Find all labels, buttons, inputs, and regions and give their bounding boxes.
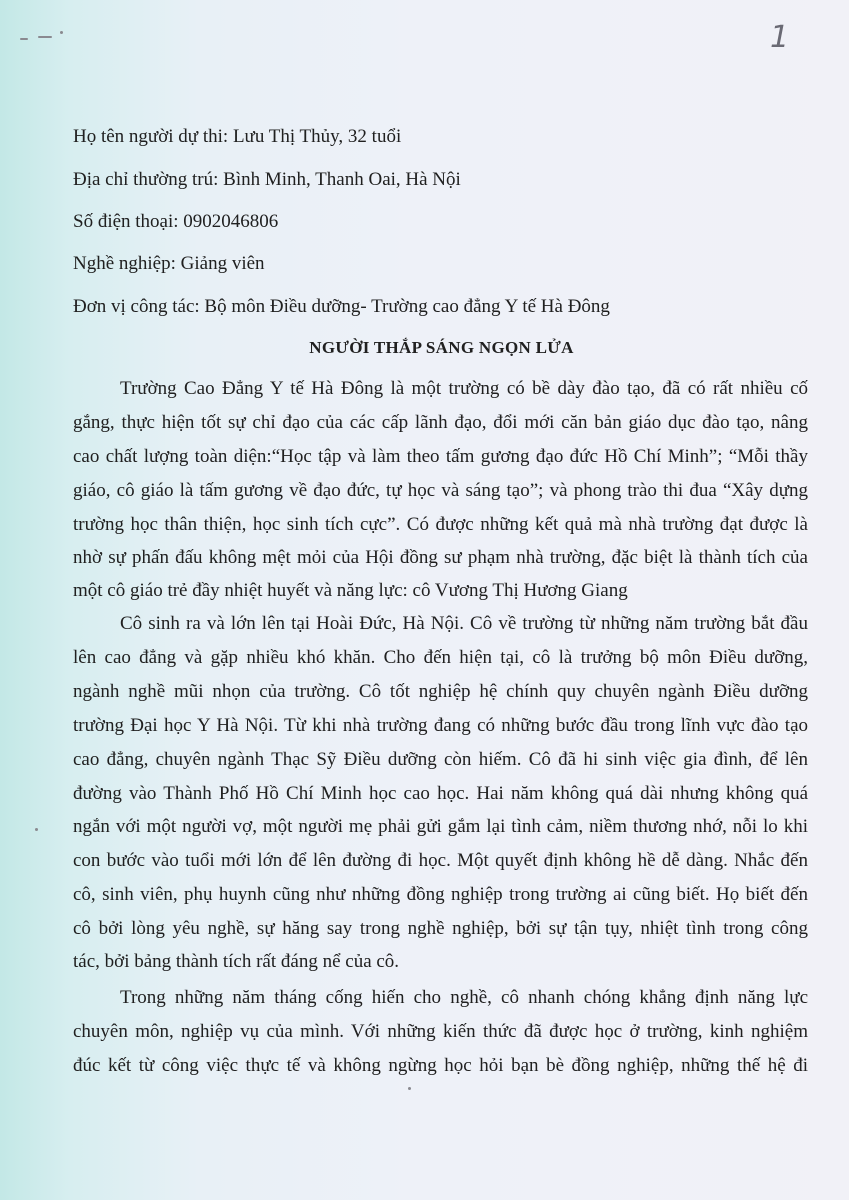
text-line: tác, bởi bảng thành tích rất đáng nể của cô. — [73, 951, 400, 972]
text-line: nhờ sự phấn đấu không mệt mỏi của Hội đồng sư phạm nhà trường, đặc biệt là thành tích của — [73, 547, 808, 568]
text-line: ngành nghề mũi nhọn của trường. Cô tốt nghiệp hệ chính quy chuyên ngành Điều dưỡng — [73, 681, 808, 702]
text-line: gắng, thực hiện tốt sự chỉ đạo của các cấp lãnh đạo, đổi mới căn bản giáo dục đào tạo, nâng — [73, 412, 808, 433]
header-address: Địa chỉ thường trú: Bình Minh, Thanh Oai, Hà Nội — [73, 169, 461, 190]
text-line: cô, sinh viên, phụ huynh cũng như những đồng nghiệp trong trường ai cũng biết. Họ biết đến — [73, 884, 808, 905]
text-line: cao chất lượng toàn diện:“Học tập và làm theo tấm gương đạo đức Hồ Chí Minh”; “Mỗi thầy — [73, 446, 808, 467]
page-number: 1 — [770, 20, 790, 55]
text-line: chuyên môn, nghiệp vụ của mình. Với những kiến thức đã được học ở trường, kinh nghiệm — [73, 1021, 808, 1042]
scan-mark — [60, 31, 63, 34]
header-phone: Số điện thoại: 0902046806 — [73, 211, 279, 232]
text-line: con bước vào tuổi mới lớn để lên đường đi học. Một quyết định không hề dễ dàng. Nhắc đến — [73, 850, 808, 871]
header-name: Họ tên người dự thi: Lưu Thị Thủy, 32 tuổi — [73, 126, 402, 147]
text-line: một cô giáo trẻ đầy nhiệt huyết và năng lực: cô Vương Thị Hương Giang — [73, 580, 628, 601]
scan-mark — [38, 36, 52, 38]
header-occupation: Nghề nghiệp: Giảng viên — [73, 253, 265, 274]
text-line: đường vào Thành Phố Hồ Chí Minh học cao học. Hai năm không quá dài nhưng không quá — [73, 783, 808, 804]
header-workplace: Đơn vị công tác: Bộ môn Điều dưỡng- Trường cao đẳng Y tế Hà Đông — [73, 296, 610, 317]
text-line: ngắn với một người vợ, một người mẹ phải gửi gắm lại tình cảm, niềm thương nhớ, nỗi lo khi — [73, 816, 808, 837]
scan-mark — [35, 828, 38, 831]
text-line: trường học thân thiện, học sinh tích cực”. Có được những kết quả mà nhà trường đạt được là — [73, 514, 808, 535]
text-line: giáo, cô giáo là tấm gương về đạo đức, tự học và sáng tạo”; và phong trào thi đua “Xây dựng — [73, 480, 808, 501]
document-title: NGƯỜI THẮP SÁNG NGỌN LỬA — [309, 338, 574, 357]
scan-mark — [20, 38, 28, 40]
text-line: đúc kết từ công việc thực tế và không ngừng học hỏi bạn bè đồng nghiệp, những thế hệ đi — [73, 1055, 808, 1076]
text-line: Trong những năm tháng cống hiến cho nghề, cô nhanh chóng khẳng định năng lực — [120, 987, 808, 1008]
text-line: cô bởi lòng yêu nghề, sự hăng say trong nghề nghiệp, bởi sự tận tụy, nhiệt tình trong công — [73, 918, 808, 939]
text-line: cao đẳng, chuyên ngành Thạc Sỹ Điều dưỡng còn hiếm. Cô đã hi sinh việc gia đình, để lên — [73, 749, 808, 770]
text-line: Trường Cao Đẳng Y tế Hà Đông là một trường có bề dày đào tạo, đã có rất nhiều cố — [120, 378, 808, 399]
scan-mark — [408, 1087, 411, 1090]
text-line: trường Đại học Y Hà Nội. Từ khi nhà trường đang có những bước đầu trong lĩnh vực đào tạo — [73, 715, 808, 736]
text-line: lên cao đẳng và gặp nhiều khó khăn. Cho đến hiện tại, cô là trưởng bộ môn Điều dưỡng, — [73, 647, 808, 668]
text-line: Cô sinh ra và lớn lên tại Hoài Đức, Hà Nội. Cô về trường từ những năm trường bắt đầu — [120, 613, 808, 634]
